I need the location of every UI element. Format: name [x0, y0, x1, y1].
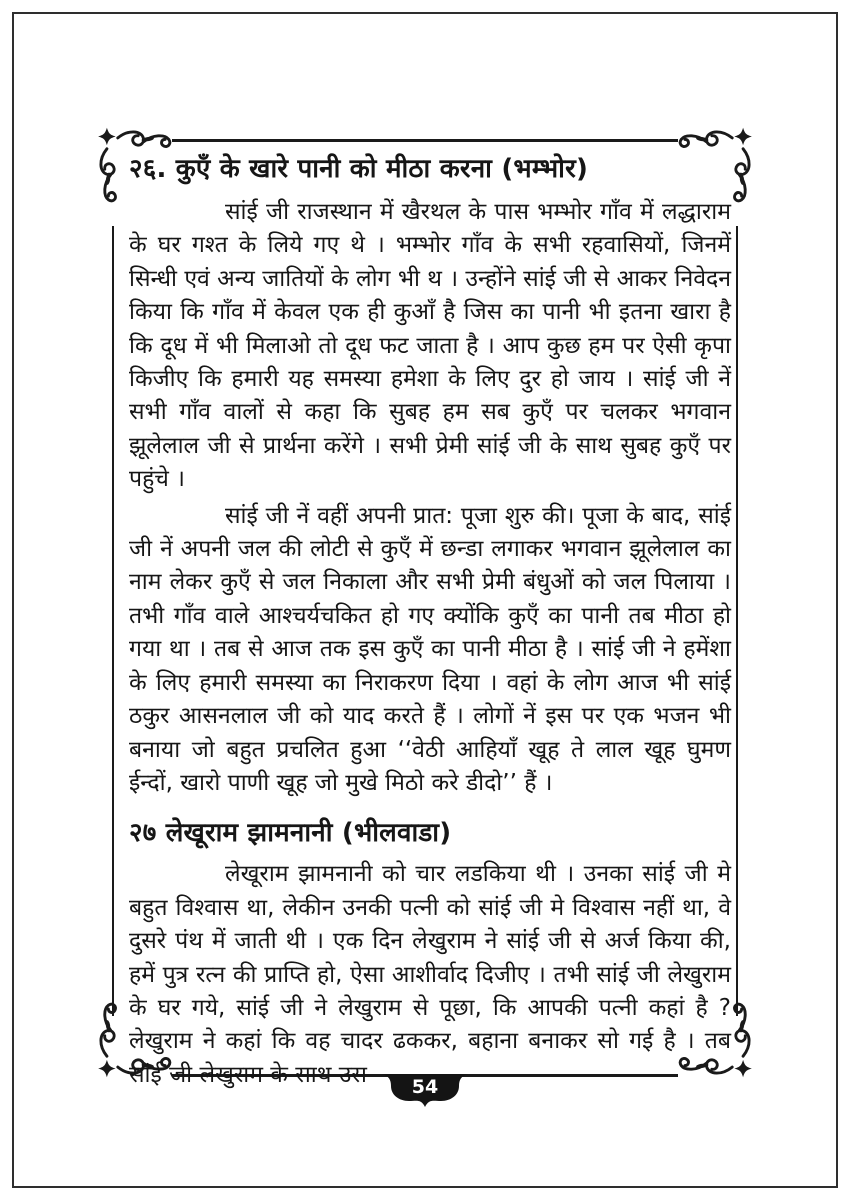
page-content: [129, 148, 731, 1095]
section-26-paragraph-1: सांई जी राजस्थान में खैरथल के पास भम्भोर गाँव में लद्धाराम के घर गश्त के लिये गए थे । भम्भोर गाँव के सभी रहवासियों, जिनमें सिन्धी एवं अन्य जातियों के लोग भी थ । उन्होंने सांई जी से आकर निवेदन किया कि गाँव में केवल एक ही कुआँ है जिस का पानी भी इतना खारा है कि दूध में भी मिलाओ तो दूध फट जाता है । आप कुछ हम पर ऐसी कृपा किजीए कि हमारी यह समस्या हमेशा के लिए दुर हो जाय । सांई जी नें सभी गाँव वालों से कहा कि सुबह हम सब कुएँ पर चलकर भगवान झूलेलाल जी से प्रार्थना करेंगे । सभी प्रेमी सांई जी के साथ सुबह कुएँ पर पहुंचे ।: [129, 199, 731, 493]
frame-left-rule: [112, 226, 114, 1016]
section-26-heading: २६. कुएँ के खारे पानी को मीठा करना (भम्भोर): [129, 154, 589, 184]
frame-top-rule: [172, 139, 678, 142]
section-27-paragraph-1: लेखूराम झामनानी को चार लडकिया थी । उनका सांई जी मे बहुत विश्वास था, लेकीन उनकी पत्नी को सांई जी मे विश्वास नहीं था, वे दुसरे पंथ में जाती थी । एक दिन लेखुराम ने सांई जी से अर्ज किया की, हमें पुत्र रत्न की प्राप्ति हो, ऐसा आशीर्वाद दिजीए । तभी सांई जी लेखुराम के घर गये, सांई जी ने लेखुराम से पूछा, कि आपकी पत्नी कहां है ? लेखुराम ने कहां कि वह चादर ढककर, बहाना बनाकर सो गई है । तब सांई जी लेखुराम के साथ उस: [129, 861, 731, 1088]
page-number: 54: [411, 1076, 439, 1098]
frame-right-rule: [736, 226, 738, 1016]
page-number-badge: [382, 1074, 468, 1110]
section-27-heading: २७ लेखूराम झामनानी (भीलवाडा): [129, 818, 452, 849]
section-26-paragraph-2: सांई जी नें वहीं अपनी प्रात: पूजा शुरु की। पूजा के बाद, सांई जी नें अपनी जल की लोटी से कुएँ में छन्डा लगाकर भगवान झूलेलाल का नाम लेकर कुएँ से जल निकाला और सभी प्रेमी बंधुओं को जल पिलाया । तभी गाँव वाले आश्चर्यचकित हो गए क्योंकि कुएँ का पानी तब मीठा हो गया था । तब से आज तक इस कुएँ का पानी मीठा है । सांई जी ने हमेंशा के लिए हमारी समस्या का निराकरण दिया । वहां के लोग आज भी सांई ठकुर आसनलाल जी को याद करते हैं । लोगों नें इस पर एक भजन भी बनाया जो बहुत प्रचलित हुआ ‘‘वेठी आहियाँ खूह ते लाल खूह घुमण ईन्दों, खारो पाणी खूह जो मुखे मिठो करे डीदो’’ हैं ।: [129, 502, 731, 796]
